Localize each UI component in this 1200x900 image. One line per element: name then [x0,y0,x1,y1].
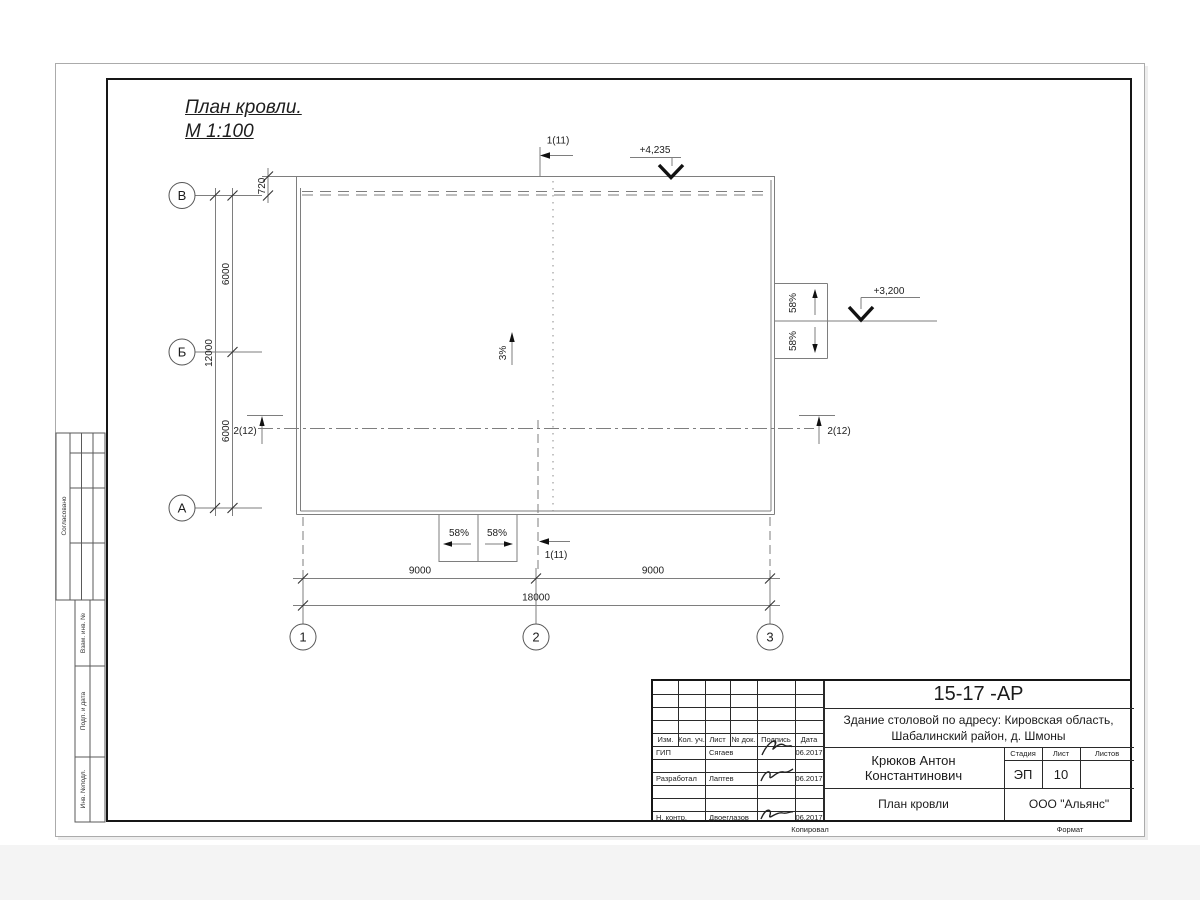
section-arrow-icon [259,416,264,426]
elevation-mark-icon [659,165,683,178]
slope-label: 58% [448,528,470,539]
tb-sheets-value [1080,760,1134,788]
copied-label: Копировал [791,825,829,834]
signature-icon [757,801,795,827]
axis-label: Б [177,344,187,360]
section-mark-2-right [799,416,851,445]
hidden-wall-edge [302,192,770,196]
dim-9000: 9000 [408,565,432,577]
section-label: 1(11) [544,550,568,561]
tb-author: Крюков Антон Константинович [864,752,963,783]
tb-header-list: Лист [709,735,726,744]
dim-6000: 6000 [221,262,232,286]
format-label: Формат [1056,825,1084,834]
tb-date: 06.2017 [795,774,823,783]
side-stamp-label: Подп. и дата [80,691,87,731]
axis-label: А [177,500,187,516]
slope-arrow-up-icon [812,289,817,298]
slope-label: 3% [498,345,509,361]
section-arrow-icon [539,538,549,544]
elevation-value: +4,235 [639,145,671,156]
signature-icon [757,763,795,789]
slope-arrow-left-icon [443,541,452,547]
dim-6000: 6000 [221,419,232,443]
section-label: 1(11) [546,135,570,147]
slope-arrow-right-icon [504,541,513,547]
canopy-bottom [439,515,517,562]
tb-date: 06.2017 [795,748,823,757]
tb-header-date: Дата [800,735,818,744]
tb-sheets-label: Листов [1094,749,1120,758]
tb-role: ГИП [656,748,671,757]
tb-header-doc: № док. [731,735,756,744]
slope-arrow-icon [509,332,514,342]
tb-name: Двоеглазов [709,813,749,822]
tb-header-izm: Изм. [657,735,674,744]
tb-sheet-title: План кровли [878,797,949,811]
tb-role: Разработал [656,774,697,783]
slope-label: 58% [486,528,508,539]
tb-sheet-value: 10 [1053,766,1069,782]
axis-label: 3 [766,629,774,645]
side-stamp-label: Инв. №подл. [80,769,87,809]
slope-label: 58% [788,292,799,314]
section-mark-1-bottom [539,538,570,561]
roof-outline [258,177,814,574]
tb-date: 06.2017 [795,813,823,822]
axis-label: В [177,188,187,203]
section-arrow-icon [816,416,821,426]
elevation-canopy [828,286,938,321]
axis-extension-dashed [303,420,770,573]
tb-role: Н. контр. [656,813,687,822]
side-stamp [56,433,105,822]
elevation-roof [630,145,683,178]
dim-720: 720 [257,177,268,195]
tb-header-sign: Подпись [761,735,791,744]
section-label: 2(12) [827,426,851,437]
section-mark-2-left [233,416,283,445]
section-mark-1-top [540,136,573,177]
tb-document-code: 15-17 -АР [933,683,1024,705]
slope-label: 58% [788,330,799,352]
title-block [651,679,1132,822]
tb-header-kol: Кол. уч. [678,735,705,744]
tb-stage-value: ЭП [1013,766,1033,782]
tb-name: Лаптев [709,774,734,783]
axis-label: 2 [532,629,540,645]
drawing-scale-text: М 1:100 [185,121,254,142]
side-stamp-label: Согласовано [61,496,68,536]
axis-label: 1 [299,629,307,645]
tb-company: ООО "Альянс" [1028,797,1110,811]
side-stamp-label: Взам. инв. № [80,612,87,654]
dim-9000: 9000 [641,565,665,577]
tb-object-name: Здание столовой по адресу: Кировская область, Шабалинский район, д. Шмоны [843,712,1114,743]
dim-18000: 18000 [522,592,550,604]
left-dimensions [169,168,273,521]
tb-name: Сягаев [709,748,734,757]
tb-sheet-label: Лист [1052,749,1070,758]
bottom-dimensions [290,566,783,651]
tb-stage-label: Стадия [1010,749,1036,758]
section-arrow-icon [540,152,550,158]
canopy-right [775,284,828,359]
elevation-value: +3,200 [873,286,905,297]
slope-arrow-down-icon [812,344,817,353]
signature-icon [757,735,795,761]
dim-12000: 12000 [204,339,215,367]
drawing-title-text: План кровли. [185,97,302,118]
section-label: 2(12) [233,426,257,437]
roof-slope-mark [498,332,515,365]
